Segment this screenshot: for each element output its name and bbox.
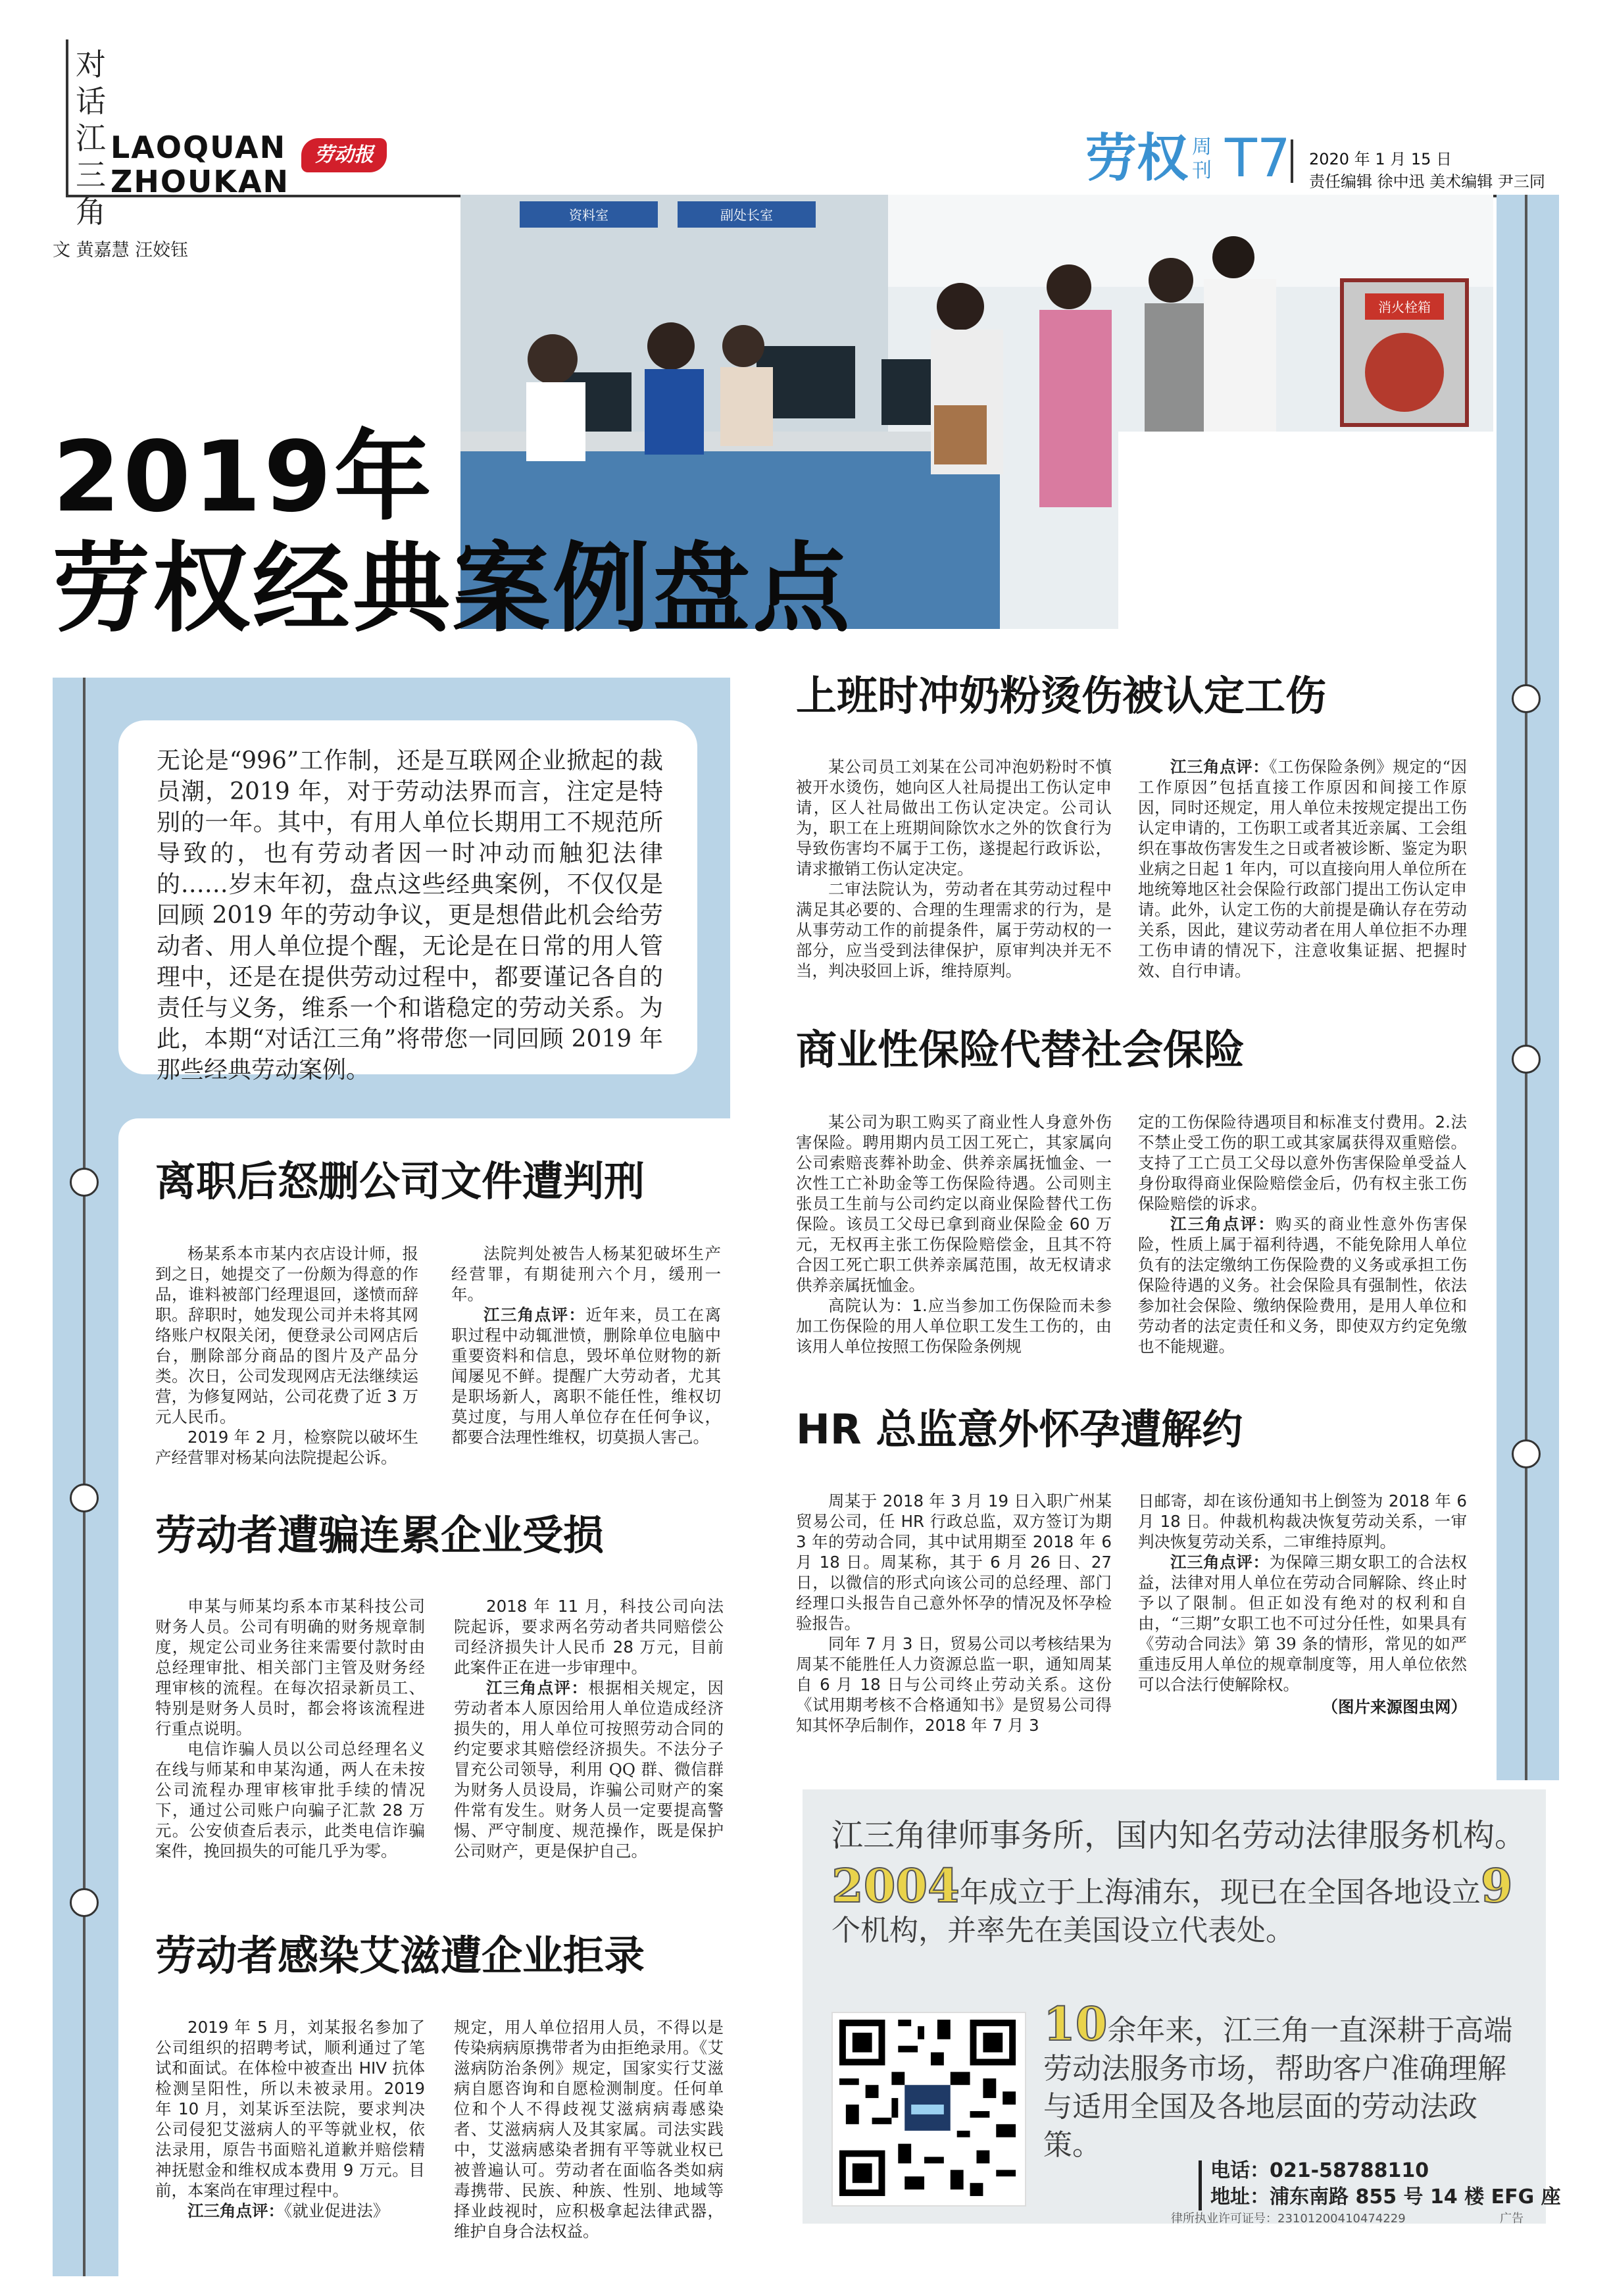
case4-title: 上班时冲奶粉烫伤被认定工伤 [796,672,1327,720]
right-panel-rule [1525,195,1527,1780]
case3-comment-cont: 规定，用人单位招用人员，不得以是传染病病原携带者为由拒绝录用。《艾滋病防治条例》规定，国家实行艾滋病自愿咨询和自愿检测制度。任何单位和个人不得歧视艾滋病病毒感染者、艾滋病病人及其家属。司法实践中，艾滋病感染者拥有平等就业权已被普遍认可。劳动者在面临各类如病毒携带、民族、种族、性别、地域等择业歧视时，应积极拿起法律武器，维护自身合法权益。 [454,2018,724,2241]
ad-count: 9 [1480,1859,1513,1913]
case4-comment-label: 江三角点评： [1170,757,1270,776]
brand-line2: ZHOUKAN [111,164,290,199]
case6-title: HR 总监意外怀孕遭解约 [796,1405,1243,1453]
sign-records-room: 资料室 [569,207,608,223]
case4-col1 [796,757,1112,981]
sign-deputy-office: 副处长室 [720,207,773,223]
ad-ten: 10 [1043,1997,1108,2051]
section-name: 劳权 [1085,129,1189,188]
brand-line1: LAOQUAN [111,130,287,165]
byline: 文 黄嘉慧 汪姣钰 [53,240,189,261]
phone-label: 电话： [1210,2159,1270,2182]
right-panel-band [1497,195,1559,1780]
case5-col2 [1138,1112,1467,1357]
case3-comment-label: 江三角点评： [187,2201,284,2220]
case2-comment-label: 江三角点评： [486,1678,589,1697]
main-title-line2: 劳权经典案例盘点 [53,532,853,645]
ad-contact-bar [1199,2160,1202,2210]
case5-para: 某公司为职工购买了商业性人身意外伤害保险。聘用期内员工因工死亡，其家属向公司索赔丧葬补助金、供养亲属抚恤金、一次性工亡补助金等工伤保险待遇。公司则主张员工生前与公司约定以商业保险替代工伤保险。该员工父母已拿到商业保险金 60 万元，无权再主张工伤保险赔偿金，且其不符合因工死亡职工供养亲属范围，故无权请求供养亲属抚恤金。 [796,1112,1112,1295]
binder-ring-hole [1512,1045,1541,1074]
intro-card [118,720,697,1084]
masthead-rule-vertical [66,39,68,195]
column-title: 对话江三角 [76,47,106,230]
case6-col1 [796,1491,1112,1735]
case5-col1 [796,1112,1112,1357]
page-number: T7 [1225,128,1291,189]
case2-col1 [155,1596,425,1861]
editors: 责任编辑 徐中迅 美术编辑 尹三同 [1309,172,1545,191]
phone-number[interactable]: 021-58788110 [1270,2159,1429,2182]
case1-comment: 近年来，员工在离职过程中动辄泄愤，删除单位电脑中重要资料和信息，毁坏单位财物的新闻屡见不鲜。提醒广大劳动者，尤其是职场新人，离职不能任性，维权切莫过度，与用人单位存在任何争议，都要合法理性维权，切莫损人害己。 [451,1305,722,1447]
case1-comment-label: 江三角点评： [483,1305,586,1324]
qr-code-graphic [833,2013,1022,2203]
case1-verdict: 法院判处被告人杨某犯破坏生产经营罪，有期徒刑六个月，缓刑一年。 [451,1244,721,1304]
issue-date: 2020 年 1 月 15 日 [1309,150,1452,168]
license-number: 律所执业许可证号：23101200410474229 [1171,2212,1406,2226]
case5-comment-label: 江三角点评： [1170,1214,1276,1234]
case1-para: 2019 年 2 月，检察院以破坏生产经营罪对杨某向法院提起公诉。 [155,1428,418,1467]
case3-comment-start: 《就业促进法》 [284,2201,389,2220]
binder-ring-hole [70,1888,99,1917]
law-firm-ad [803,1789,1561,2226]
binder-ring-hole [1512,684,1541,713]
binder-ring-hole [70,1484,99,1512]
ad-line1: 江三角律师事务所，国内知名劳动法律服务机构。 [831,1817,1527,1854]
case5-para: 高院认为：1.应当参加工伤保险而未参加工伤保险的用人单位职工发生工伤的，由该用人单位按照工伤保险条例规 [796,1296,1112,1356]
case6-para: 同年 7 月 3 日，贸易公司以考核结果为周某不能胜任人力资源总监一职，通知周某自 6 月 18 日与公司终止劳动关系。这份《试用期考核不合格通知书》是贸易公司得知其怀孕后制作，2018 年 7 月 3 [796,1634,1112,1735]
case2-status: 2018 年 11 月，科技公司向法院起诉，要求两名劳动者共同赔偿公司经济损失计人民币 28 万元，目前此案件正在进一步审理中。 [454,1597,724,1677]
case3-title: 劳动者感染艾滋遭企业拒录 [155,1932,645,1980]
case6-col2 [1138,1491,1467,1718]
case2-title: 劳动者遭骗连累企业受损 [155,1511,605,1559]
case2-col2 [454,1596,724,1861]
case3-col2 [454,2017,724,2241]
address-label: 地址： [1210,2185,1270,2209]
case1-para: 杨某系本市某内衣店设计师，报到之日，她提交了一份颇为得意的作品，谁料被部门经理退回，遂愤而辞职。辞职时，她发现公司并未将其网络账户权限关闭，便登录公司网店后台，删除部分商品的图片及产品分类。次日，公司发现网店无法继续运营，为修复网站，公司花费了近 3 万元人民币。 [155,1244,418,1426]
main-title-line1: 2019年 [53,420,434,534]
case5-title: 商业性保险代替社会保险 [796,1026,1245,1074]
case3-para: 2019 年 5 月，刘某报名参加了公司组织的招聘考试，顺利通过了笔试和面试。在体检中被查出 HIV 抗体检测呈阳性，所以未被录用。2019 年 10 月，刘某诉至法院，要求判决公司侵犯艾滋病人的平等就业权，依法录用，原告书面赔礼道歉并赔偿精神抚慰金和维权成本费用 9 万元。目前，本案尚在审理过程中。 [155,2018,425,2200]
ad-line3-text: 余年来，江三角一直深耕于高端劳动法服务市场，帮助客户准确理解与适用全国及各地层面的劳动法政策。 [1043,2014,1513,2162]
ad-line2 [831,1859,1529,1950]
left-panel-rule [83,678,86,2276]
case2-comment: 根据相关规定，因劳动者本人原因给用人单位造成经济损失的，用人单位可按照劳动合同的约定要求其赔偿经济损失。不法分子冒充公司领导，利用 QQ 群、微信群为财务人员设局，诈骗公司财产的案件常有发生。财务人员一定要提高警惕、严守制度、规范操作，既是保护公司财产，更是保护自己。 [454,1678,724,1860]
ad-contact [1210,2158,1561,2210]
case4-para: 某公司员工刘某在公司冲泡奶粉时不慎被开水烫伤，她向区人社局提出工伤认定申请，区人社局做出工伤认定决定。公司认为，职工在上班期间除饮水之外的饮食行为导致伤害均不属于工伤，遂提起行政诉讼，请求撤销工伤认定决定。 [796,757,1112,878]
ad-tag: 广告 [1500,2212,1524,2226]
case1-title: 离职后怒删公司文件遭判刑 [155,1157,645,1205]
ad-line2b: 个机构，并率先在美国设立代表处。 [831,1914,1295,1947]
case4-para: 二审法院认为，劳动者在其劳动过程中满足其必要的、合理的生理需求的行为，是从事劳动工作的前提条件，属于劳动权的一部分，应当受到法律保护，原审判决并无不当，判决驳回上诉，维持原判。 [796,880,1112,980]
case6-para: 周某于 2018 年 3 月 19 日入职广州某贸易公司，任 HR 行政总监，双方签订为期 3 年的劳动合同，其中试用期至 2018 年 6 月 18 日。周某称，其于 6 月 26 日、27 日，以微信的形式向该公司的总经理、部门经理口头报告自己意外怀孕的情况及怀孕检验报告。 [796,1491,1112,1633]
qr-code[interactable] [831,2012,1026,2207]
main-title [53,421,853,645]
binder-ring-hole [70,1168,99,1197]
case6-comment-label: 江三角点评： [1170,1553,1270,1572]
paper-logo: 劳动报 [301,138,387,172]
case1-col2 [451,1243,721,1447]
ad-line2a: 年成立于上海浦东，现已在全国各地设立 [959,1876,1481,1909]
case3-col1 [155,2017,425,2221]
case2-para: 申某与师某均系本市某科技公司财务人员。公司有明确的财务规章制度，规定公司业务往来需要付款时由总经理审批、相关部门主管及财务经理审核的流程。在每次招录新员工、特别是财务人员时，都会将该流程进行重点说明。 [155,1597,425,1738]
masthead-divider [1291,139,1293,183]
fire-box-label: 消火栓箱 [1378,299,1431,315]
case6-comment: 为保障三期女职工的合法权益，法律对用人单位在劳动合同解除、终止时予以了限制。但正如没有绝对的权利和自由，“三期”女职工也不可过分任性，如果具有《劳动合同法》第 39 条的情形，常见的如严重违反用人单位的规章制度等，用人单位依然可以合法行使解除权。 [1138,1553,1468,1694]
ad-year: 2004 [831,1859,960,1913]
case4-col2 [1138,757,1467,981]
ad-line3 [1043,1997,1530,2164]
intro-text: 无论是“996”工作制，还是互联网企业掀起的裁员潮，2019 年，对于劳动法界而言，注定是特别的一年。其中，有用人单位长期用工不规范所导致的，也有劳动者因一时冲动而触犯法律的……岁末年初，盘点这些经典案例，不仅仅是回顾 2019 年的劳动争议，更是想借此机会给劳动者、用人单位提个醒，无论是在日常的用人管理中，还是在提供劳动过程中，都要谨记各自的责任与义务，维系一个和谐稳定的劳动关系。为此，本期“对话江三角”将带您一同回顾 2019 年那些经典劳动案例。 [157,747,663,1084]
photo-credit: （图片来源图虫网） [1322,1697,1467,1716]
case6-verdict: 日邮寄，却在该份通知书上倒签为 2018 年 6 月 18 日。仲裁机构裁决恢复劳动关系，一审判决恢复劳动关系，二审维持原判。 [1138,1491,1467,1551]
case4-comment: 《工伤保险条例》规定的“因工作原因”包括直接工作原因和间接工作原因，同时还规定，用人单位未按规定提出工伤认定申请的，工伤职工或者其近亲属、工会组织在事故伤害发生之日或者被诊断、鉴定为职业病之日起 1 年内，可以直接向用人单位所在地统筹地区社会保险行政部门提出工伤认定申请。此外，认定工伤的大前提是确认存在劳动关系，因此，建议劳动者在用人单位拒不办理工伤申请的情况下，注意收集证据、把握时效、自行申请。 [1138,757,1468,980]
address: 浦东南路 855 号 14 楼 EFG 座 [1270,2185,1561,2209]
binder-ring-hole [1512,1439,1541,1468]
brand-name [111,130,289,199]
case2-para: 电信诈骗人员以公司总经理名义在线与师某和申某沟通，两人在未按公司流程办理审核审批手续的情况下，通过公司账户向骗子汇款 28 万元。公安侦查后表示，此类电信诈骗案件，挽回损失的可能几乎为零。 [155,1739,425,1860]
case5-verdict: 定的工伤保险待遇项目和标准支付费用。2.法不禁止受工伤的职工或其家属获得双重赔偿。支持了工亡员工父母以意外伤害保险单受益人身份取得商业保险赔偿金后，仍有权主张工伤保险赔偿的诉求。 [1138,1112,1467,1213]
case5-comment: 购买的商业性意外伤害保险，性质上属于福利待遇，不能免除用人单位负有的法定缴纳工伤保险费的义务或承担工伤保险待遇的义务。社会保险具有强制性，依法参加社会保险、缴纳保险费用，是用人单位和劳动者的法定责任和义务，即使双方约定免缴也不能规避。 [1138,1214,1467,1356]
section-sub: 周刊 [1192,136,1212,182]
case1-col1 [155,1243,418,1468]
